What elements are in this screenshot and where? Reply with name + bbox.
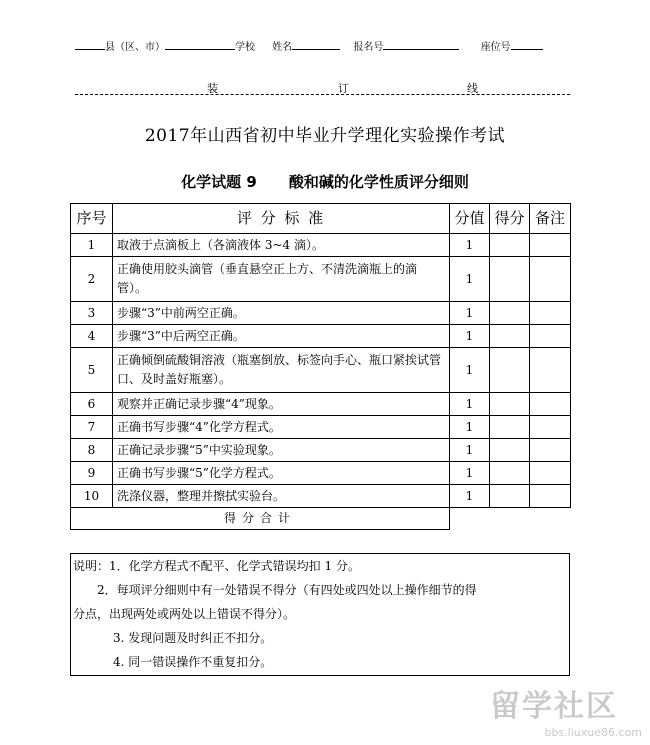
test-number: 化学试题 9 bbox=[181, 173, 257, 191]
row-score-cell bbox=[490, 439, 530, 462]
row-criteria: 步骤“3”中前两空正确。 bbox=[113, 302, 450, 325]
page-subtitle bbox=[0, 171, 650, 192]
binding-dashed-line bbox=[75, 80, 570, 95]
header-score: 得分 bbox=[490, 204, 530, 234]
header-index: 序号 bbox=[71, 204, 113, 234]
row-index: 1 bbox=[71, 234, 113, 257]
row-points: 1 bbox=[450, 393, 490, 416]
row-points: 1 bbox=[450, 439, 490, 462]
header-remarks: 备注 bbox=[530, 204, 571, 234]
table-row bbox=[71, 439, 571, 462]
row-score-cell bbox=[490, 485, 530, 508]
watermark-url: bbs.liuxue86.com bbox=[544, 726, 642, 739]
exam-number-blank bbox=[383, 39, 459, 50]
row-index: 3 bbox=[71, 302, 113, 325]
watermark-brand: 留学社区 bbox=[490, 689, 618, 724]
site-watermark bbox=[490, 690, 648, 740]
row-score-cell bbox=[490, 234, 530, 257]
row-points: 1 bbox=[450, 485, 490, 508]
note-line-3: 3. 发现问题及时纠正不扣分。 bbox=[113, 631, 273, 645]
binding-char-right: 线 bbox=[467, 82, 478, 95]
row-remarks-cell bbox=[530, 348, 571, 393]
row-index: 4 bbox=[71, 325, 113, 348]
table-row bbox=[71, 393, 571, 416]
row-criteria: 取液于点滴板上（各滴液体 3~4 滴）。 bbox=[113, 234, 450, 257]
row-points: 1 bbox=[450, 462, 490, 485]
header-points: 分值 bbox=[450, 204, 490, 234]
row-index: 7 bbox=[71, 416, 113, 439]
row-points: 1 bbox=[450, 302, 490, 325]
note-line-2b: 分点，出现两处或两处以上错误不得分）。 bbox=[73, 607, 296, 621]
row-score-cell bbox=[490, 416, 530, 439]
row-score-cell bbox=[490, 257, 530, 302]
row-criteria: 正确书写步骤“5”化学方程式。 bbox=[113, 462, 450, 485]
row-score-cell bbox=[490, 302, 530, 325]
row-remarks-cell bbox=[530, 325, 571, 348]
table-row bbox=[71, 485, 571, 508]
row-index: 5 bbox=[71, 348, 113, 393]
test-topic: 酸和碱的化学性质评分细则 bbox=[288, 173, 469, 191]
table-row bbox=[71, 462, 571, 485]
school-blank bbox=[165, 39, 235, 50]
row-remarks-cell bbox=[530, 393, 571, 416]
row-criteria: 观察并正确记录步骤“4”现象。 bbox=[113, 393, 450, 416]
total-label: 得分合计 bbox=[71, 508, 450, 530]
row-score-cell bbox=[490, 462, 530, 485]
name-label: 姓名 bbox=[272, 42, 293, 53]
row-remarks-cell bbox=[530, 439, 571, 462]
row-score-cell bbox=[490, 393, 530, 416]
row-index: 10 bbox=[71, 485, 113, 508]
binding-char-left: 装 bbox=[207, 82, 218, 95]
county-blank bbox=[75, 39, 105, 50]
row-criteria: 正确倾倒硫酸铜溶液（瓶塞倒放、标签向手心、瓶口紧挨试管口、及时盖好瓶塞）。 bbox=[113, 348, 450, 393]
notes-section bbox=[70, 553, 570, 676]
scoring-table bbox=[70, 203, 571, 530]
table-row bbox=[71, 302, 571, 325]
table-header-row bbox=[71, 204, 571, 234]
page-title: 2017年山西省初中毕业升学理化实验操作考试 bbox=[144, 126, 506, 146]
row-criteria: 洗涤仪器，整理并擦拭实验台。 bbox=[113, 485, 450, 508]
total-score-cell bbox=[450, 508, 571, 530]
row-remarks-cell bbox=[530, 485, 571, 508]
row-criteria: 步骤“3”中后两空正确。 bbox=[113, 325, 450, 348]
exam-number-label: 报名号 bbox=[353, 42, 384, 53]
seat-blank bbox=[511, 39, 543, 50]
row-remarks-cell bbox=[530, 257, 571, 302]
name-blank bbox=[292, 39, 340, 50]
table-row bbox=[71, 234, 571, 257]
note-line-2a: 2．每项评分细则中有一处错误不得分（有四处或四处以上操作细节的得 bbox=[97, 583, 477, 597]
row-remarks-cell bbox=[530, 416, 571, 439]
binding-char-mid: 订 bbox=[338, 82, 349, 95]
school-label: 学校 bbox=[235, 42, 255, 53]
row-score-cell bbox=[490, 348, 530, 393]
table-row bbox=[71, 257, 571, 302]
row-index: 2 bbox=[71, 257, 113, 302]
table-row bbox=[71, 348, 571, 393]
row-index: 8 bbox=[71, 439, 113, 462]
row-criteria: 正确书写步骤“4”化学方程式。 bbox=[113, 416, 450, 439]
table-row bbox=[71, 416, 571, 439]
row-criteria: 正确使用胶头滴管（垂直悬空正上方、不清洗滴瓶上的滴管）。 bbox=[113, 257, 450, 302]
table-row bbox=[71, 325, 571, 348]
row-points: 1 bbox=[450, 257, 490, 302]
row-index: 6 bbox=[71, 393, 113, 416]
row-points: 1 bbox=[450, 234, 490, 257]
row-index: 9 bbox=[71, 462, 113, 485]
header-criteria: 评 分 标 准 bbox=[113, 204, 450, 234]
row-criteria: 正确记录步骤“5”中实验现象。 bbox=[113, 439, 450, 462]
row-points: 1 bbox=[450, 348, 490, 393]
row-score-cell bbox=[490, 325, 530, 348]
note-line-1: 说明：1．化学方程式不配平、化学式错误均扣 1 分。 bbox=[73, 559, 360, 573]
row-remarks-cell bbox=[530, 462, 571, 485]
row-remarks-cell bbox=[530, 234, 571, 257]
exam-info-header bbox=[75, 38, 543, 53]
county-label: 县（区、市） bbox=[105, 42, 165, 53]
note-line-4: 4. 同一错误操作不重复扣分。 bbox=[113, 655, 273, 669]
row-points: 1 bbox=[450, 416, 490, 439]
total-row bbox=[71, 508, 571, 530]
row-points: 1 bbox=[450, 325, 490, 348]
row-remarks-cell bbox=[530, 302, 571, 325]
seat-label: 座位号 bbox=[480, 42, 511, 53]
